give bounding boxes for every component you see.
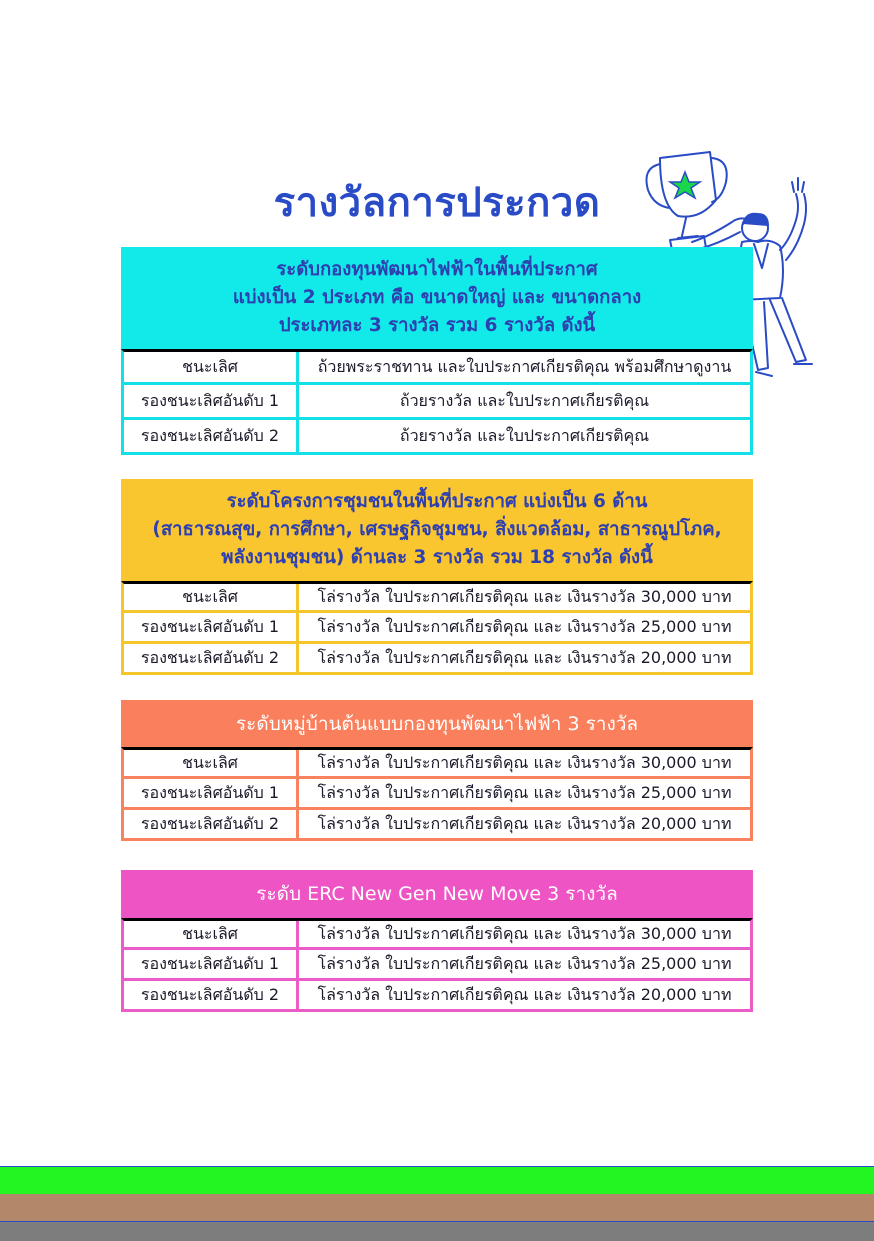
- table-row: [121, 349, 753, 385]
- table-row: [121, 810, 753, 841]
- header-line: ระดับหมู่บ้านต้นแบบกองทุนพัฒนาไฟฟ้า 3 รางวัล: [235, 712, 639, 735]
- table-row: [121, 918, 753, 950]
- prize-cell: โล่รางวัล ใบประกาศเกียรติคุณ และ เงินรางวัล 30,000 บาท: [317, 586, 732, 606]
- table-row: [121, 950, 753, 981]
- section-header: [121, 870, 753, 918]
- section-header: [121, 479, 753, 581]
- rank-cell: รองชนะเลิศอันดับ 2: [124, 810, 299, 838]
- table-row: [121, 581, 753, 613]
- rank-cell: ชนะเลิศ: [124, 921, 299, 947]
- prize-cell: โล่รางวัล ใบประกาศเกียรติคุณ และ เงินรางวัล 25,000 บาท: [317, 953, 732, 973]
- page-title: รางวัลการประกวด: [273, 180, 601, 226]
- header-line: พลังงานชุมชน) ด้านละ 3 รางวัล รวม 18 รางวัล ดังนี้: [221, 547, 653, 568]
- header-line: ระดับโครงการชุมชนในพื้นที่ประกาศ แบ่งเป็น 6 ด้าน: [226, 491, 648, 512]
- header-line: ระดับ ERC New Gen New Move 3 รางวัล: [256, 883, 618, 905]
- rank-cell: รองชนะเลิศอันดับ 2: [124, 420, 299, 452]
- prize-cell: โล่รางวัล ใบประกาศเกียรติคุณ และ เงินรางวัล 20,000 บาท: [317, 813, 732, 833]
- table-row: [121, 385, 753, 420]
- header-line: ระดับกองทุนพัฒนาไฟฟ้าในพื้นที่ประกาศ: [276, 259, 598, 280]
- table-row: [121, 981, 753, 1012]
- rank-cell: รองชนะเลิศอันดับ 1: [124, 613, 299, 641]
- header-line: ประเภทละ 3 รางวัล รวม 6 รางวัล ดังนี้: [278, 315, 596, 336]
- table-row: [121, 420, 753, 455]
- table-row: [121, 613, 753, 644]
- prize-cell: โล่รางวัล ใบประกาศเกียรติคุณ และ เงินรางวัล 25,000 บาท: [317, 616, 732, 636]
- prize-cell: โล่รางวัล ใบประกาศเกียรติคุณ และ เงินรางวัล 25,000 บาท: [317, 782, 732, 802]
- rank-cell: รองชนะเลิศอันดับ 1: [124, 950, 299, 978]
- section-community-project-level: [121, 479, 753, 675]
- rank-cell: ชนะเลิศ: [124, 584, 299, 610]
- table-row: [121, 747, 753, 779]
- rank-cell: รองชนะเลิศอันดับ 2: [124, 644, 299, 672]
- prize-cell: ถ้วยพระราชทาน และใบประกาศเกียรติคุณ พร้อมศึกษาดูงาน: [317, 356, 732, 376]
- footer-stripe-gray: [0, 1222, 874, 1241]
- prize-cell: โล่รางวัล ใบประกาศเกียรติคุณ และ เงินรางวัล 20,000 บาท: [317, 647, 732, 667]
- prize-cell: โล่รางวัล ใบประกาศเกียรติคุณ และ เงินรางวัล 30,000 บาท: [317, 923, 732, 943]
- section-fund-level: [121, 247, 753, 455]
- rank-cell: รองชนะเลิศอันดับ 1: [124, 779, 299, 807]
- rank-cell: ชนะเลิศ: [124, 352, 299, 382]
- section-model-village-level: [121, 700, 753, 841]
- section-header: [121, 700, 753, 747]
- header-line: แบ่งเป็น 2 ประเภท คือ ขนาดใหญ่ และ ขนาดกลาง: [232, 287, 642, 308]
- prize-cell: ถ้วยรางวัล และใบประกาศเกียรติคุณ: [399, 390, 650, 410]
- table-row: [121, 779, 753, 810]
- section-erc-new-gen-level: [121, 870, 753, 1012]
- rank-cell: รองชนะเลิศอันดับ 2: [124, 981, 299, 1009]
- prize-cell: ถ้วยรางวัล และใบประกาศเกียรติคุณ: [399, 425, 650, 445]
- prize-cell: โล่รางวัล ใบประกาศเกียรติคุณ และ เงินรางวัล 20,000 บาท: [317, 984, 732, 1004]
- section-header: [121, 247, 753, 349]
- footer-stripe-green: [0, 1166, 874, 1195]
- rank-cell: รองชนะเลิศอันดับ 1: [124, 385, 299, 417]
- footer-stripe-brown: [0, 1194, 874, 1222]
- prize-cell: โล่รางวัล ใบประกาศเกียรติคุณ และ เงินรางวัล 30,000 บาท: [317, 752, 732, 772]
- table-row: [121, 644, 753, 675]
- header-line: (สาธารณสุข, การศึกษา, เศรษฐกิจชุมชน, สิ่งแวดล้อม, สาธารณูปโภค,: [152, 519, 722, 540]
- rank-cell: ชนะเลิศ: [124, 750, 299, 776]
